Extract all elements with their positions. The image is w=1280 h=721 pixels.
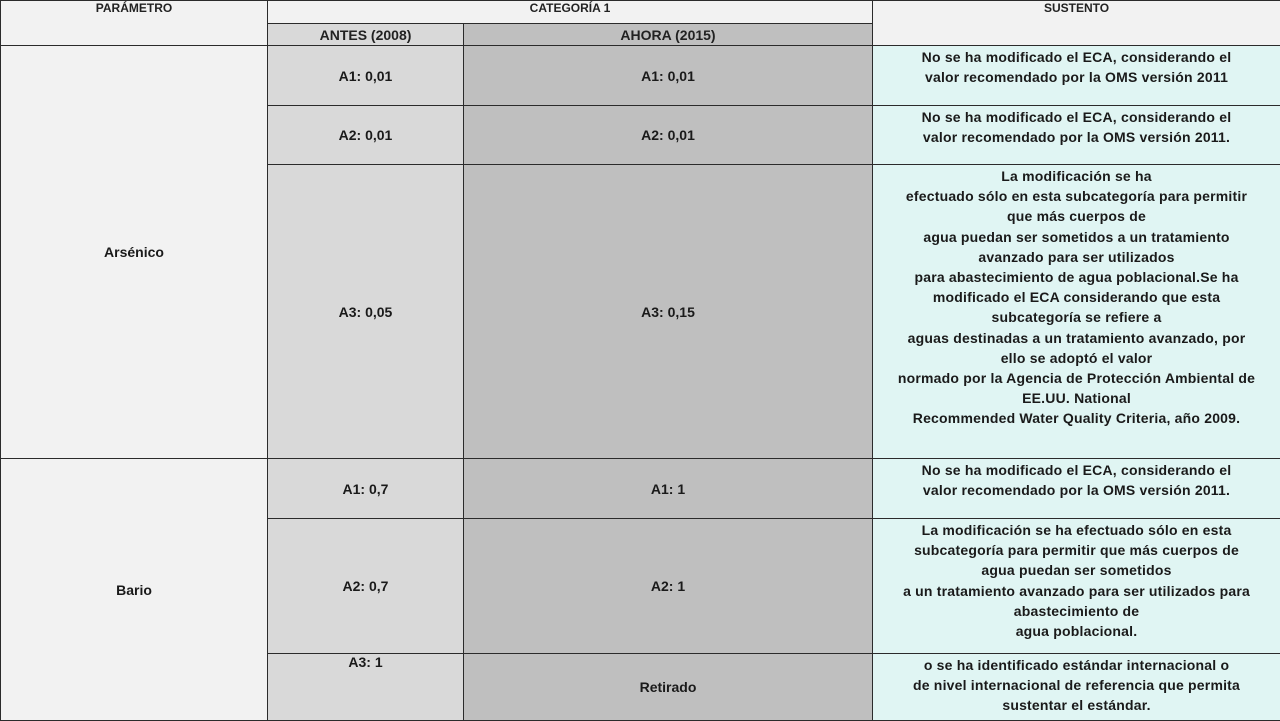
sustento-line: valor recomendado por la OMS versión 2011.	[875, 480, 1278, 500]
sustento-line: ello se adoptó el valor	[875, 348, 1278, 368]
ahora-cell: A1: 1	[464, 459, 873, 519]
antes-cell: A3: 0,05	[268, 165, 464, 459]
sustento-line: valor recomendado por la OMS versión 2011	[875, 67, 1278, 87]
sustento-line: de nivel internacional de referencia que permita	[875, 675, 1278, 695]
param-cell: Bario	[1, 459, 268, 721]
sustento-cell	[873, 654, 1280, 721]
antes-cell: A2: 0,7	[268, 519, 464, 654]
sustento-line: a un tratamiento avanzado para ser utilizados para	[875, 581, 1278, 601]
header-antes: ANTES (2008)	[268, 24, 464, 46]
sustento-line: que más cuerpos de	[875, 206, 1278, 226]
sustento-line: normado por la Agencia de Protección Ambiental de	[875, 368, 1278, 388]
sustento-line: La modificación se ha	[875, 166, 1278, 186]
sustento-line: No se ha modificado el ECA, considerando el	[875, 107, 1278, 127]
sustento-line: aguas destinadas a un tratamiento avanzado, por	[875, 328, 1278, 348]
header-parametro: PARÁMETRO	[1, 1, 268, 46]
header-sustento: SUSTENTO	[873, 1, 1280, 46]
antes-cell: A1: 0,01	[268, 46, 464, 106]
sustento-line: valor recomendado por la OMS versión 2011.	[875, 127, 1278, 147]
antes-cell: A3: 1	[268, 654, 464, 721]
sustento-line: sustentar el estándar.	[875, 695, 1278, 715]
sustento-line: Recommended Water Quality Criteria, año 2009.	[875, 408, 1278, 428]
sustento-line: agua puedan ser sometidos a un tratamiento	[875, 227, 1278, 247]
sustento-line: EE.UU. National	[875, 388, 1278, 408]
sustento-cell	[873, 106, 1280, 165]
header-ahora: AHORA (2015)	[464, 24, 873, 46]
param-cell: Arsénico	[1, 46, 268, 459]
table-row	[1, 459, 1280, 519]
sustento-line: subcategoría se refiere a	[875, 307, 1278, 327]
sustento-line: subcategoría para permitir que más cuerpos de	[875, 540, 1278, 560]
sustento-cell	[873, 46, 1280, 106]
antes-cell: A2: 0,01	[268, 106, 464, 165]
sustento-line: modificado el ECA considerando que esta	[875, 287, 1278, 307]
table-row	[1, 46, 1280, 106]
sustento-line: efectuado sólo en esta subcategoría para permitir	[875, 186, 1278, 206]
ahora-cell: A2: 0,01	[464, 106, 873, 165]
sustento-line: La modificación se ha efectuado sólo en esta	[875, 520, 1278, 540]
sustento-line: No se ha modificado el ECA, considerando el	[875, 47, 1278, 67]
sustento-line: agua poblacional.	[875, 621, 1278, 641]
sustento-cell	[873, 459, 1280, 519]
antes-cell: A1: 0,7	[268, 459, 464, 519]
sustento-line: abastecimiento de	[875, 601, 1278, 621]
ahora-cell: Retirado	[464, 654, 873, 721]
ahora-cell: A1: 0,01	[464, 46, 873, 106]
header-categoria: CATEGORÍA 1	[268, 1, 873, 24]
sustento-line: No se ha modificado el ECA, considerando el	[875, 460, 1278, 480]
sustento-cell	[873, 519, 1280, 654]
ahora-cell: A3: 0,15	[464, 165, 873, 459]
sustento-cell	[873, 165, 1280, 459]
sustento-line: o se ha identificado estándar internacional o	[875, 655, 1278, 675]
ahora-cell: A2: 1	[464, 519, 873, 654]
sustento-line: agua puedan ser sometidos	[875, 560, 1278, 580]
sustento-line: para abastecimiento de agua poblacional.Se ha	[875, 267, 1278, 287]
sustento-line: avanzado para ser utilizados	[875, 247, 1278, 267]
